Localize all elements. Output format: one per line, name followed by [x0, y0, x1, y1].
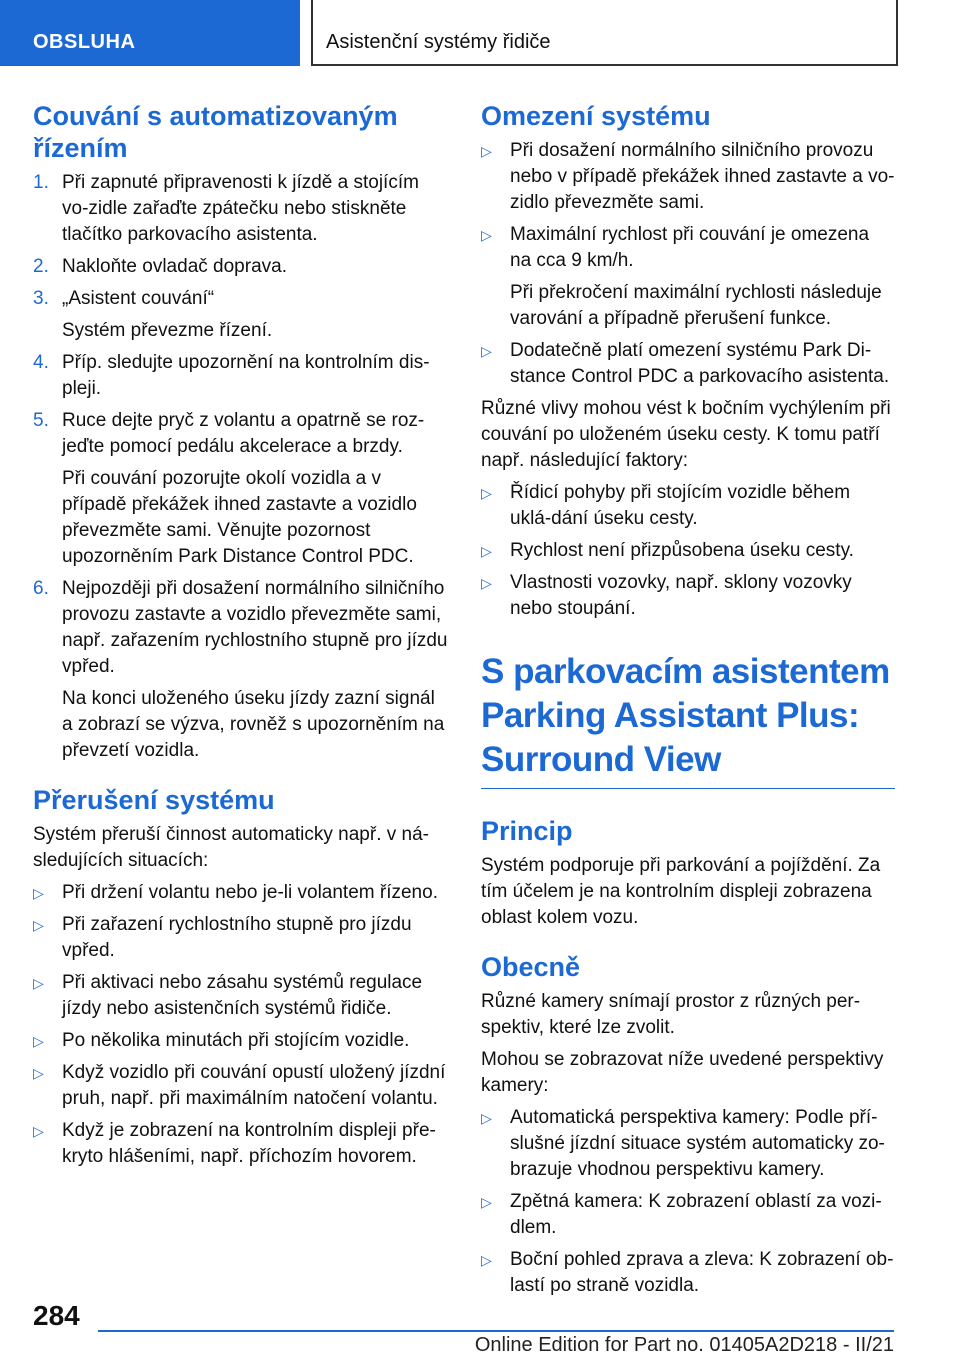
section-tab: [0, 0, 300, 66]
main-heading-wrap: [481, 650, 895, 789]
list-item: [481, 222, 895, 274]
list-item: [33, 1118, 448, 1170]
list-item-subtext: Při překročení maximální rychlosti následuje varování a případně přerušení funkce.: [510, 282, 882, 329]
step-text: Nejpozději při dosažení normálního silničního provozu zastavte a vozidlo převezměte sami, např. zařazením rychlostního stupně pro jízdu vpřed.: [62, 578, 448, 677]
triangle-bullet-icon: ▷: [481, 343, 492, 359]
step-item: [33, 170, 448, 248]
list-item: [33, 1028, 448, 1054]
general-text-1: Různé kamery snímají prostor z různých per-spektiv, které lze zvolit.: [481, 991, 861, 1038]
list-item: [481, 1189, 895, 1241]
list-item: [33, 912, 448, 964]
general-text-2: Mohou se zobrazovat níže uvedené perspektivy kamery:: [481, 1049, 884, 1096]
list-item: [481, 1247, 895, 1299]
interrupt-intro: Systém přeruší činnost automaticky např. v ná-sledujících situacích:: [33, 824, 429, 871]
list-item-text: Když je zobrazení na kontrolním displeji pře-kryto hlášeními, např. příchozím hovorem.: [62, 1120, 436, 1167]
list-item-text: Boční pohled zprava a zleva: K zobrazení ob-lastí po straně vozidla.: [510, 1249, 894, 1296]
step-number: 1.: [33, 172, 49, 193]
step-text: Při zapnuté připravenosti k jízdě a stojícím vo-zidle zařaďte zpátečku nebo stiskněte tlačítko parkovacího asistenta.: [62, 172, 419, 245]
triangle-bullet-icon: ▷: [33, 1033, 44, 1049]
list-item-text: Maximální rychlost při couvání je omezena na cca 9 km/h.: [510, 224, 870, 271]
step-text: Nakloňte ovladač doprava.: [62, 256, 287, 277]
step-number: 2.: [33, 256, 49, 277]
step-text: Ruce dejte pryč z volantu a opatrně se roz-jeďte pomocí pedálu akcelerace a brzdy.: [62, 410, 425, 457]
list-item: [481, 480, 895, 532]
heading-system-interrupt: Přerušení systému: [33, 785, 275, 815]
triangle-bullet-icon: ▷: [481, 485, 492, 501]
triangle-bullet-icon: ▷: [33, 1065, 44, 1081]
triangle-bullet-icon: ▷: [33, 885, 44, 901]
step-item: [33, 576, 448, 680]
step-number: 4.: [33, 352, 49, 373]
list-item-text: Při zařazení rychlostního stupně pro jízdu vpřed.: [62, 914, 412, 961]
list-item: [481, 570, 895, 622]
left-column: [33, 100, 448, 1176]
list-item-text: Při aktivaci nebo zásahu systémů regulace jízdy nebo asistenčních systémů řidiče.: [62, 972, 423, 1019]
step-text: „Asistent couvání“: [62, 288, 215, 309]
list-item-text: Po několika minutách při stojícím vozidle.: [62, 1030, 410, 1051]
step-text: Příp. sledujte upozornění na kontrolním dis-pleji.: [62, 352, 430, 399]
heading-surround-view: S parkovacím asistentem Parking Assistant Plus: Surround View: [481, 652, 890, 779]
step-subtext: Na konci uloženého úseku jízdy zazní signál a zobrazí se výzva, rovněž s upozorněním na převzetí vozidla.: [62, 688, 445, 761]
step-subtext: Systém převezme řízení.: [62, 320, 273, 341]
triangle-bullet-icon: ▷: [33, 917, 44, 933]
section-label: OBSLUHA: [33, 31, 136, 53]
step-number: 6.: [33, 578, 49, 599]
principle-text: Systém podporuje při parkování a pojíždění. Za tím účelem je na kontrolním displeji zobrazena oblast kolem vozu.: [481, 855, 881, 928]
triangle-bullet-icon: ▷: [481, 1110, 492, 1126]
list-item-text: Když vozidlo při couvání opustí uložený jízdní pruh, např. při maximálním natočení volantu.: [62, 1062, 446, 1109]
list-item-text: Při dosažení normálního silničního provozu nebo v případě překážek ihned zastavte a vo-zidlo převezměte sami.: [510, 140, 895, 213]
triangle-bullet-icon: ▷: [481, 227, 492, 243]
list-item: [481, 1105, 895, 1183]
list-item-text: Řídicí pohyby při stojícím vozidle během uklá-dání úseku cesty.: [510, 482, 851, 529]
list-item-text: Rychlost není přizpůsobena úseku cesty.: [510, 540, 854, 561]
heading-principle: Princip: [481, 816, 573, 846]
step-number: 5.: [33, 410, 49, 431]
footer-divider: [98, 1330, 894, 1332]
list-item-text: Zpětná kamera: K zobrazení oblastí za vozi-dlem.: [510, 1191, 882, 1238]
list-item: [33, 970, 448, 1022]
list-item-text: Vlastnosti vozovky, např. sklony vozovky nebo stoupání.: [510, 572, 852, 619]
step-item: [33, 286, 448, 312]
step-item: [33, 254, 448, 280]
list-item: [33, 880, 448, 906]
list-item-text: Dodatečně platí omezení systému Park Di-stance Control PDC a parkovacího asistenta.: [510, 340, 890, 387]
edition-footer: Online Edition for Part no. 01405A2D218 - II/21: [474, 1334, 894, 1356]
triangle-bullet-icon: ▷: [33, 1123, 44, 1139]
list-item: [481, 538, 895, 564]
triangle-bullet-icon: ▷: [481, 143, 492, 159]
triangle-bullet-icon: ▷: [481, 543, 492, 559]
triangle-bullet-icon: ▷: [481, 1194, 492, 1210]
list-item: [481, 338, 895, 390]
page-number: 284: [33, 1300, 80, 1331]
heading-system-limits: Omezení systému: [481, 101, 711, 131]
heading-general: Obecně: [481, 952, 581, 982]
right-column: [481, 100, 895, 1305]
list-item: [481, 138, 895, 216]
step-item: [33, 408, 448, 460]
step-item: [33, 350, 448, 402]
triangle-bullet-icon: ▷: [481, 1252, 492, 1268]
chapter-title: Asistenční systémy řidiče: [326, 31, 551, 53]
list-item: [33, 1060, 448, 1112]
triangle-bullet-icon: ▷: [481, 575, 492, 591]
list-item-text: Automatická perspektiva kamery: Podle pří-slušné jízdní situace systém automaticky zo-brazuje vhodnou perspektivu kamery.: [510, 1107, 885, 1180]
chapter-header: [311, 0, 898, 66]
triangle-bullet-icon: ▷: [33, 975, 44, 991]
factors-intro: Různé vlivy mohou vést k bočním vychýlením při couvání po uloženém úseku cesty. K tomu patří např. následující faktory:: [481, 398, 891, 471]
step-number: 3.: [33, 288, 49, 309]
heading-reverse-automated: Couvání s automatizovaným řízením: [33, 101, 398, 163]
list-item-text: Při držení volantu nebo je-li volantem řízeno.: [62, 882, 438, 903]
step-subtext: Při couvání pozorujte okolí vozidla a v případě překážek ihned zastavte a vozidlo převezměte sami. Věnujte pozornost upozorněním Park Distance Control PDC.: [62, 468, 417, 567]
